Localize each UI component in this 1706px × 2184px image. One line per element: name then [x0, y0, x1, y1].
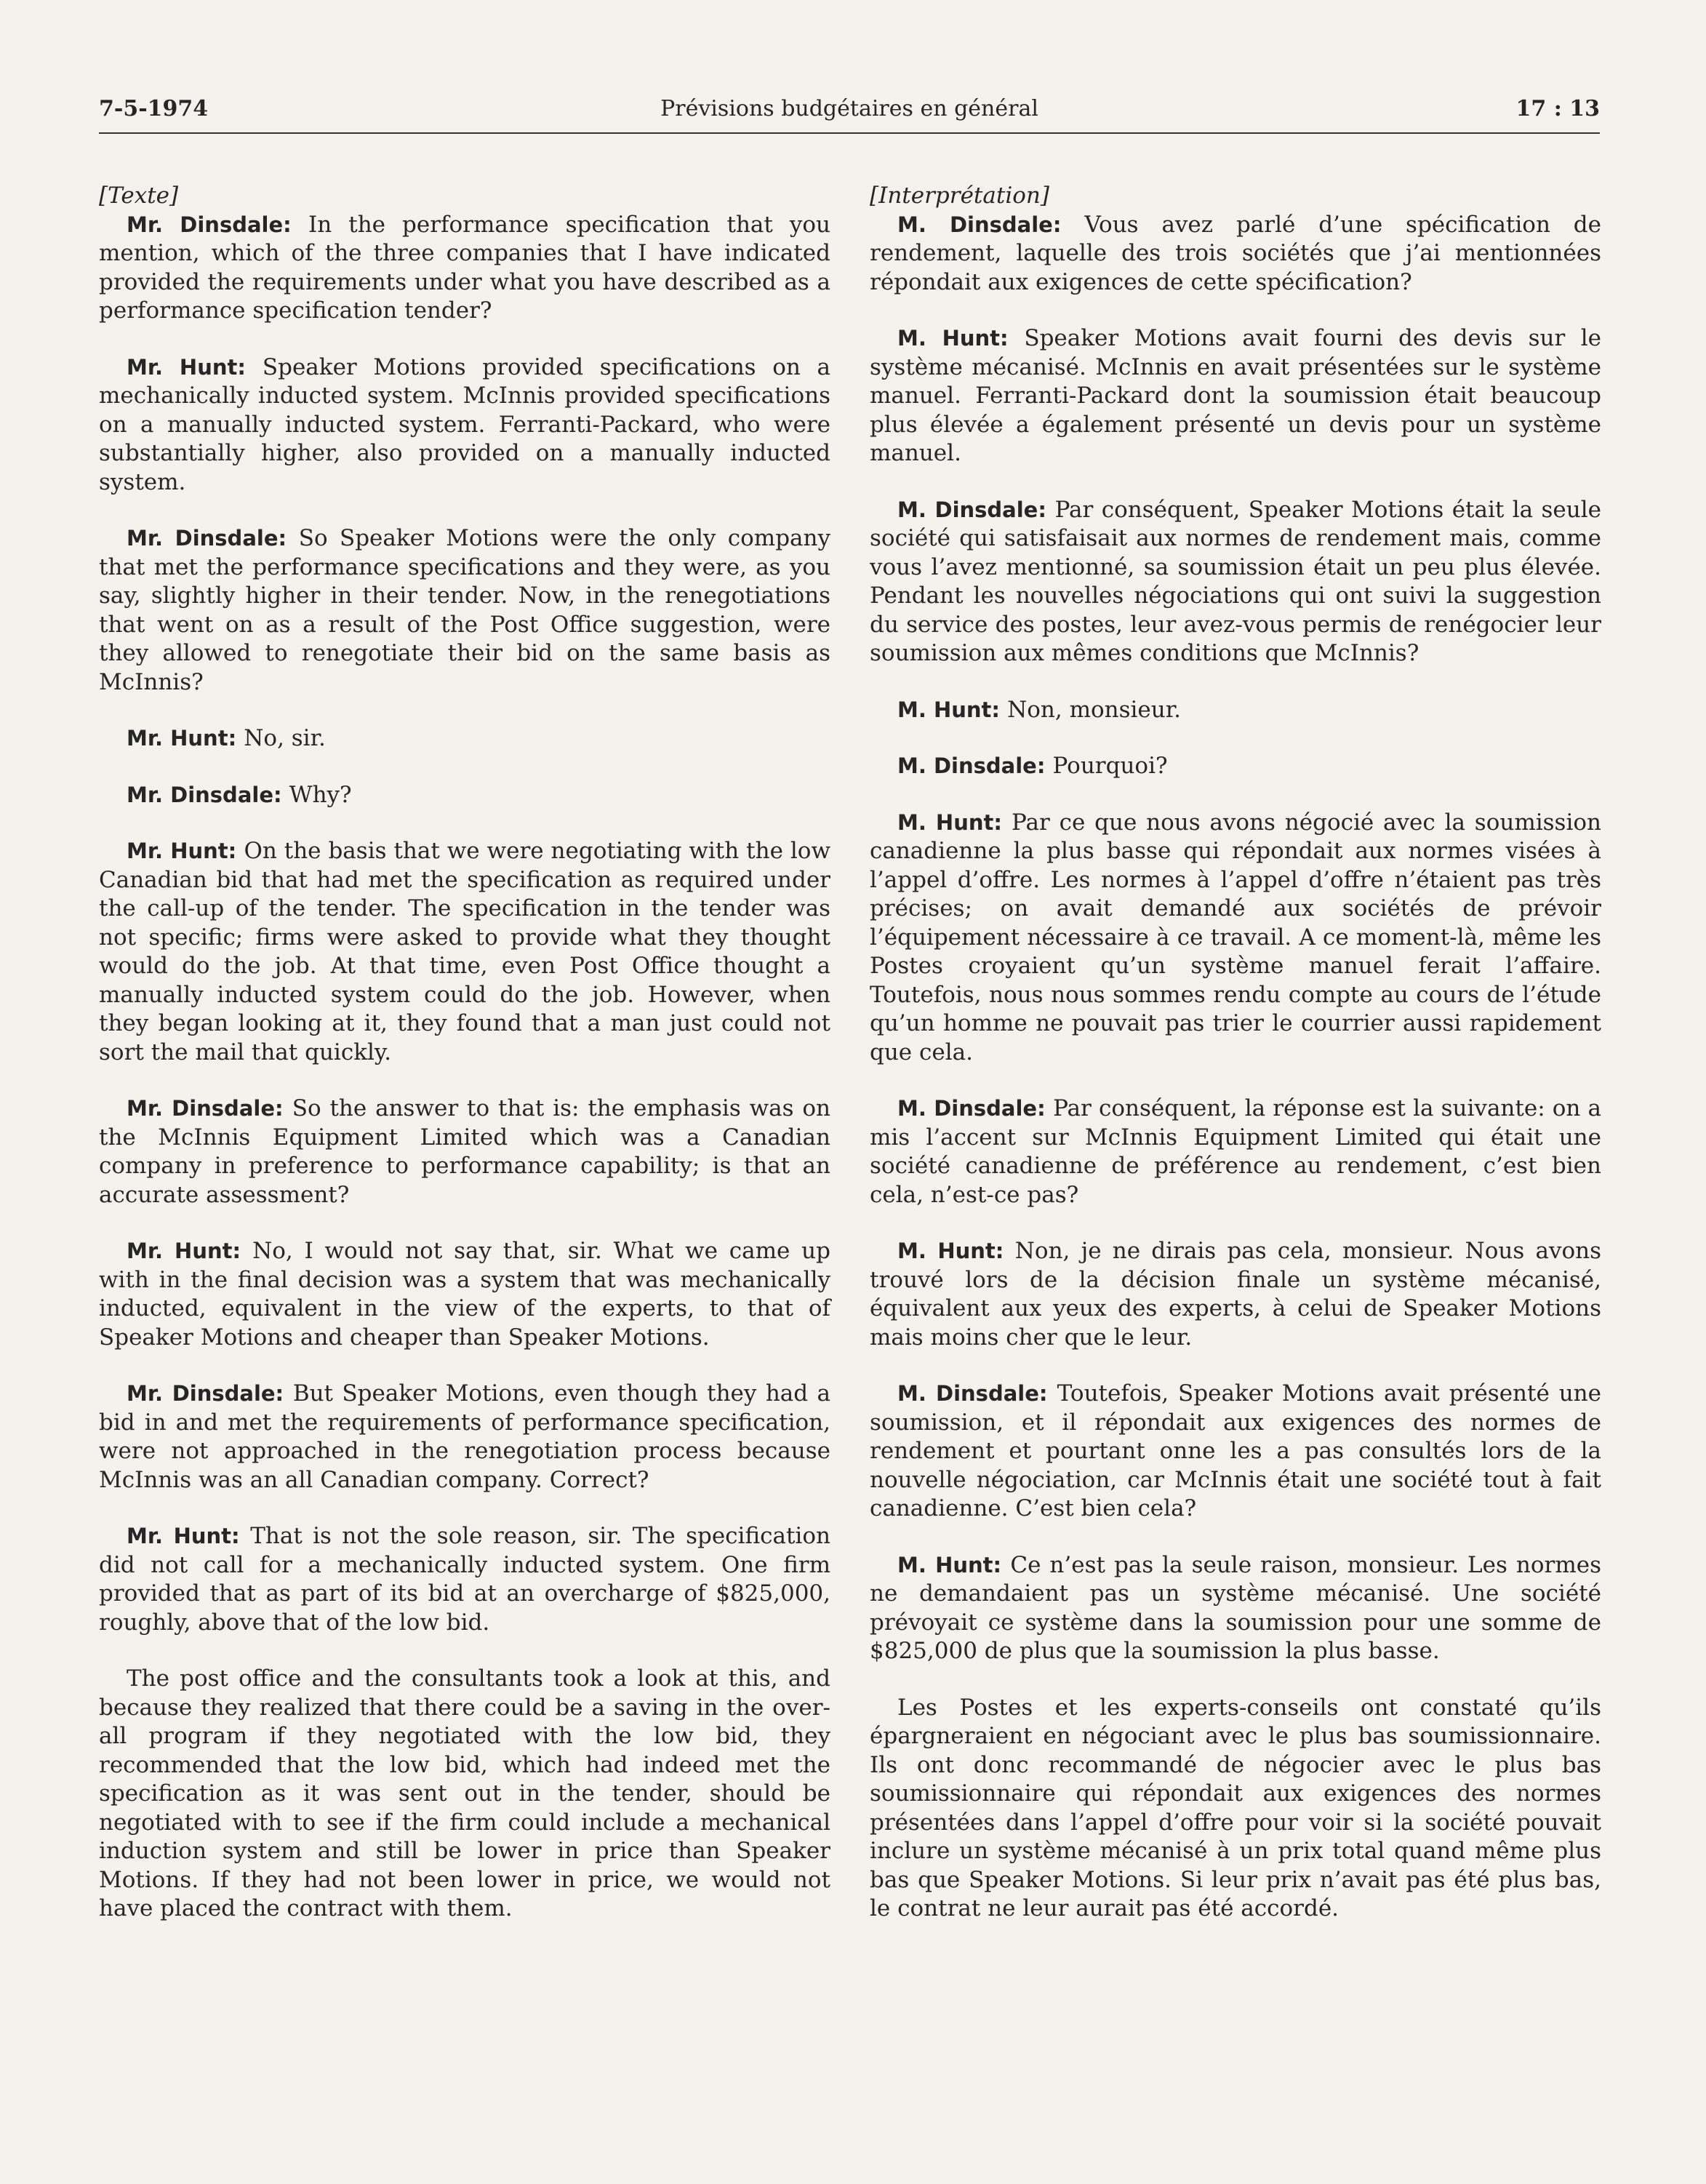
transcript-paragraph	[99, 724, 830, 753]
paragraph-text: Toutefois, Speaker Motions avait présenté une soumission, et il répondait aux exigences des normes de rendement et pourtant onne les a pas consultés lors de la nouvelle négociation, car McInnis était une société tout à fait canadienne. C’est bien cela?	[870, 1380, 1601, 1521]
paragraph-text: Speaker Motions avait fourni des devis sur le système mécanisé. McInnis en avait présentées sur le système manuel. Ferranti-Packard dont la soumission était beaucoup plus élevée a également présenté un devis pour un système manuel.	[870, 325, 1601, 466]
speaker-name: M. Hunt:	[897, 1552, 1002, 1577]
paragraph-text: Par ce que nous avons négocié avec la soumission canadienne la plus basse qui répondait aux normes visées à l’appel d’offre. Les normes à l’appel d’offre n’étaient pas très précises; on avait demandé aux sociétés de prévoir l’équipement nécessaire à ce travail. A ce moment-là, même les Postes croyaient qu’un système manuel ferait l’affaire. Toutefois, nous nous sommes rendu compte au cours de l’étude qu’un homme ne pouvait pas trier le courrier aussi rapidement que cela.	[870, 809, 1601, 1065]
transcript-paragraph	[99, 1522, 830, 1637]
transcript-paragraph	[870, 809, 1601, 1068]
paragraph-text: Non, monsieur.	[1007, 696, 1181, 723]
transcript-paragraph	[99, 211, 830, 326]
transcript-paragraph	[99, 781, 830, 810]
paragraph-text: Speaker Motions provided specifications on a mechanically inducted system. McInnis provided specifications on a manually inducted system. Ferranti-Packard, who were substantially higher, also provided on a manually inducted system.	[99, 353, 830, 495]
speaker-name: Mr. Hunt:	[127, 354, 246, 380]
transcript-paragraph	[870, 1237, 1601, 1352]
header-page-number: 17 : 13	[1515, 96, 1600, 121]
paragraph-text: Les Postes et les experts-conseils ont constaté qu’ils épargneraient en négociant avec le plus bas soumissionnaire. Ils ont donc recommandé de négocier avec le plus bas soumissionnaire qui répondait aux exigences des normes présentées dans l’appel d’offre pour voir si la société pouvait inclure un système mécanisé à un prix total quand même plus bas que Speaker Motions. Si leur prix n’avait pas été plus bas, le contrat ne leur aurait pas été accordé.	[870, 1694, 1601, 1921]
speaker-name: Mr. Hunt:	[127, 1524, 240, 1548]
transcript-paragraph	[99, 837, 830, 1067]
transcript-paragraph	[99, 353, 830, 497]
speaker-name: M. Hunt:	[897, 697, 1000, 722]
speaker-name: M. Dinsdale:	[897, 753, 1046, 778]
speaker-name: Mr. Dinsdale:	[127, 1096, 284, 1121]
speaker-name: M. Hunt:	[897, 326, 1009, 351]
transcript-paragraph	[870, 752, 1601, 781]
transcript-paragraph	[870, 496, 1601, 668]
transcript-paragraph	[870, 1694, 1601, 1924]
transcript-paragraph	[99, 1095, 830, 1209]
header-date: 7-5-1974	[99, 96, 209, 121]
language-tag: [Texte]	[99, 183, 179, 209]
paragraph-text: Why?	[289, 781, 352, 808]
speaker-name: Mr. Dinsdale:	[127, 526, 287, 551]
paragraph-text: So Speaker Motions were the only company that met the performance specifications and they were, as you say, slightly higher in their tender. Now, in the renegotiations that went on as a result of the Post Office suggestion, were they allowed to renegotiate their bid on the same basis as McInnis?	[99, 525, 830, 695]
language-tag: [Interprétation]	[870, 183, 1049, 209]
paragraph-text: On the basis that we were negotiating with the low Canadian bid that had met the specification as required under the call-up of the tender. The specification in the tender was not specific; firms were asked to provide what they thought would do the job. At that time, even Post Office thought a manually inducted system could do the job. However, when they began looking at it, they found that a man just could not sort the mail that quickly.	[99, 838, 830, 1065]
speaker-name: M. Dinsdale:	[897, 497, 1046, 522]
speaker-name: Mr. Hunt:	[127, 726, 237, 751]
speaker-name: M. Dinsdale:	[897, 1381, 1048, 1406]
paragraph-text: Pourquoi?	[1052, 753, 1168, 779]
speaker-name: Mr. Dinsdale:	[127, 1381, 284, 1406]
header-rule	[99, 132, 1600, 134]
transcript-paragraph	[99, 1665, 830, 1924]
paragraph-text: Vous avez parlé d’une spécification de rendement, laquelle des trois sociétés que j’ai mentionnées répondait aux exigences de cette spécification?	[870, 211, 1601, 295]
paragraph-text: No, sir.	[244, 725, 326, 751]
speaker-name: M. Dinsdale:	[897, 1096, 1046, 1121]
english-column	[99, 182, 830, 1951]
speaker-name: Mr. Dinsdale:	[127, 782, 282, 807]
speaker-name: Mr. Hunt:	[127, 1239, 241, 1263]
paragraph-text: Non, je ne dirais pas cela, monsieur. Nous avons trouvé lors de la décision finale un système mécanisé, équivalent aux yeux des experts, à celui de Speaker Motions mais moins cher que le leur.	[870, 1238, 1601, 1351]
transcript-paragraph	[870, 696, 1601, 725]
speaker-name: M. Hunt:	[897, 1239, 1004, 1263]
speaker-name: M. Dinsdale:	[897, 212, 1062, 237]
paragraph-text: That is not the sole reason, sir. The specification did not call for a mechanically inducted system. One firm provided that as part of its bid at an overcharge of $825,000, roughly, above that of the low bid.	[99, 1523, 830, 1636]
speaker-name: Mr. Hunt:	[127, 839, 237, 863]
transcript-paragraph	[870, 1551, 1601, 1666]
paragraph-text: So the answer to that is: the emphasis was on the McInnis Equipment Limited which was a Canadian company in preference to performance capability; is that an accurate assessment?	[99, 1095, 831, 1208]
transcript-paragraph	[870, 1095, 1601, 1209]
paragraph-text: The post office and the consultants took a look at this, and because they realized that there could be a saving in the over-all program if they negotiated with the low bid, they recommended that the low bid, which had indeed met the specification as it was sent out in the tender, should be negotiated with to see if the firm could include a mechanical induction system and still be lower in price than Speaker Motions. If they had not been lower in price, we would not have placed the contract with them.	[99, 1665, 830, 1921]
transcript-paragraph	[870, 211, 1601, 297]
paragraph-text: Ce n’est pas la seule raison, monsieur. Les normes ne demandaient pas un système mécanisé. Une société prévoyait ce système dans la soumission pour une somme de $825,000 de plus que la soumission la plus basse.	[870, 1551, 1601, 1664]
running-header	[99, 96, 1600, 131]
transcript-paragraph	[99, 524, 830, 697]
transcript-paragraph	[870, 1380, 1601, 1524]
transcript-paragraph	[99, 1380, 830, 1495]
paragraph-text: In the performance specification that you mention, which of the three companies that I have indicated provided the requirements under what you have described as a performance specification tender?	[99, 211, 831, 324]
speaker-name: Mr. Dinsdale:	[127, 212, 292, 237]
speaker-name: M. Hunt:	[897, 809, 1002, 835]
header-title: Prévisions budgétaires en général	[660, 96, 1038, 121]
french-column	[870, 182, 1601, 1951]
paragraph-text: But Speaker Motions, even though they had a bid in and met the requirements of performance specification, were not approached in the renegotiation process because McInnis was an all Canadian company. Correct?	[99, 1380, 830, 1493]
transcript-paragraph	[99, 1237, 830, 1352]
paragraph-text: Par conséquent, la réponse est la suivante: on a mis l’accent sur McInnis Equipment Limited qui était une société canadienne de préférence au rendement, c’est bien cela, n’est-ce pas?	[870, 1095, 1601, 1208]
paragraph-text: Par conséquent, Speaker Motions était la seule société qui satisfaisait aux normes de rendement mais, comme vous l’avez mentionné, sa soumission était un peu plus élevée. Pendant les nouvelles négociations qui ont suivi la suggestion du service des postes, leur avez-vous permis de renégocier leur soumission aux mêmes conditions que McInnis?	[870, 496, 1601, 666]
transcript-paragraph	[870, 324, 1601, 468]
paragraph-text: No, I would not say that, sir. What we came up with in the final decision was a system that was mechanically inducted, equivalent in the view of the experts, to that of Speaker Motions and cheaper than Speaker Motions.	[99, 1238, 830, 1351]
